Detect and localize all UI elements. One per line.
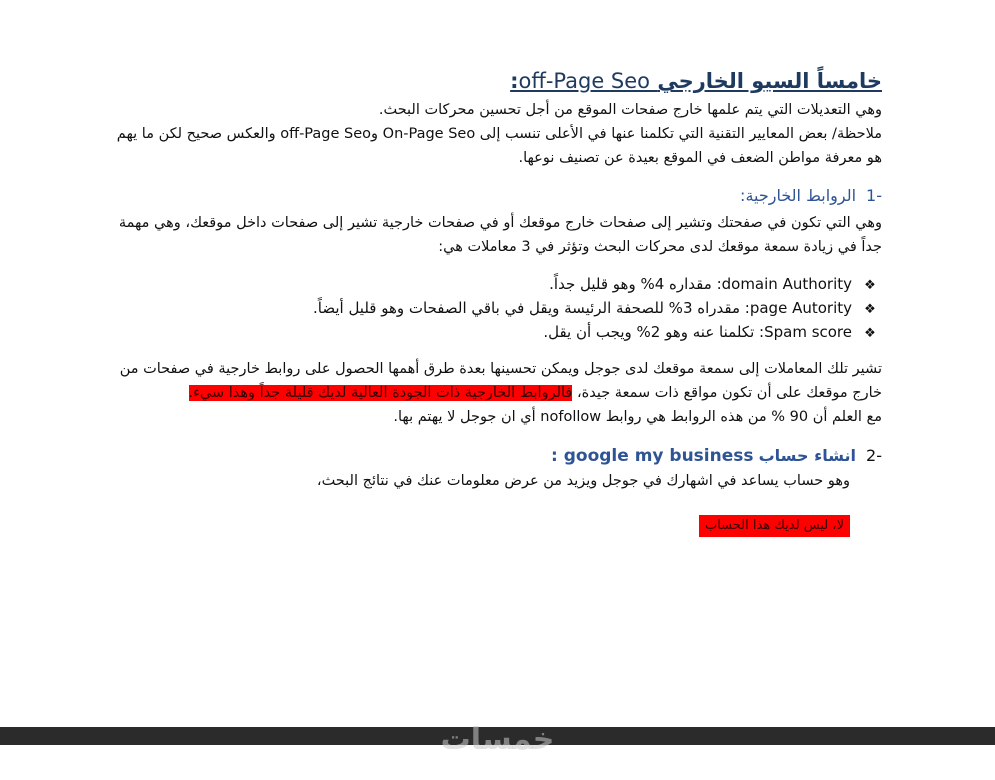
- watermark-logo: خمسات: [440, 722, 555, 757]
- para-line-1: تشير تلك المعاملات إلى سمعة موقعك لدى جوجل ويمكن تحسينها بعدة طرق أهمها الحصول على روابط خارجية في صفحات من: [119, 361, 882, 377]
- bullet-text: page Autority: مقدراه 3% للصحفة الرئيسة ويقل في باقي الصفحات وهو قليل أيضاً.: [312, 299, 852, 317]
- section2-heading-text: انشاء حساب: [758, 446, 857, 465]
- bullet-text: Spam score: تكلمنا عنه وهو 2% ويجب أن يقل.: [543, 323, 852, 341]
- account-status-note: لا، ليس لديك هذا الحساب: [699, 515, 850, 537]
- section-title-latin: off-Page Seo: [518, 69, 651, 93]
- intro-line-3: هو معرفة مواطن الضعف في الموقع بعيدة عن تصنيف نوعها.: [518, 150, 882, 166]
- bullet-text: domain Authority: مقداره 4% وهو قليل جداً.: [549, 275, 852, 293]
- intro-line-2: ملاحظة/ بعض المعايير التقنية التي تكلمنا عنها في الأعلى تنسب إلى On-Page Seo وoff-Page Seo والعكس صحيح لكن ما يهم: [116, 126, 882, 142]
- bullet-diamond-icon: ❖: [864, 278, 876, 293]
- para-line-2: [112, 382, 882, 404]
- section-title-colon: :: [510, 69, 519, 93]
- section2-line: وهو حساب يساعد في اشهارك في جوجل ويزيد من عرض معلومات عنك في نتائج البحث،: [316, 473, 850, 489]
- para-line-2-text: خارج موقعك على أن تكون مواقع ذات سمعة جيدة،: [572, 385, 882, 401]
- section2-number: -2: [866, 446, 882, 465]
- bullet-item: [142, 321, 882, 345]
- bullet-diamond-icon: ❖: [864, 326, 876, 341]
- highlighted-text: فالروابط الخارجية ذات الجودة العالية لديك قليلة جداً وهذا سيء.: [188, 385, 573, 401]
- section1-number: -1: [866, 186, 882, 205]
- section1-line-1: وهي التي تكون في صفحتك وتشير إلى صفحات خارج موقعك أو في صفحات خارجية تشير إلى صفحات داخل موقعك، وهي مهمة: [118, 215, 882, 231]
- bullet-item: [142, 273, 882, 297]
- bullet-diamond-icon: ❖: [864, 302, 876, 317]
- intro-line-1: وهي التعديلات التي يتم علمها خارج صفحات الموقع من أجل تحسين محركات البحث.: [378, 102, 882, 118]
- section1-line-2: جداً في زيادة سمعة موقعك لدى محركات البحث وتؤثر في 3 معاملات هي:: [438, 239, 882, 255]
- section-title-arabic: خامساً السيو الخارجي: [657, 69, 882, 93]
- section1-heading: [112, 184, 882, 208]
- section2-heading-latin: google my business :: [551, 446, 754, 466]
- bullet-item: [142, 297, 882, 321]
- section2-heading: [112, 444, 882, 468]
- section-title: [112, 66, 882, 96]
- section1-heading-text: الروابط الخارجية:: [740, 186, 857, 205]
- para-line-3: مع العلم أن 90 % من هذه الروابط هي روابط nofollow أي ان جوجل لا يهتم بها.: [393, 409, 882, 425]
